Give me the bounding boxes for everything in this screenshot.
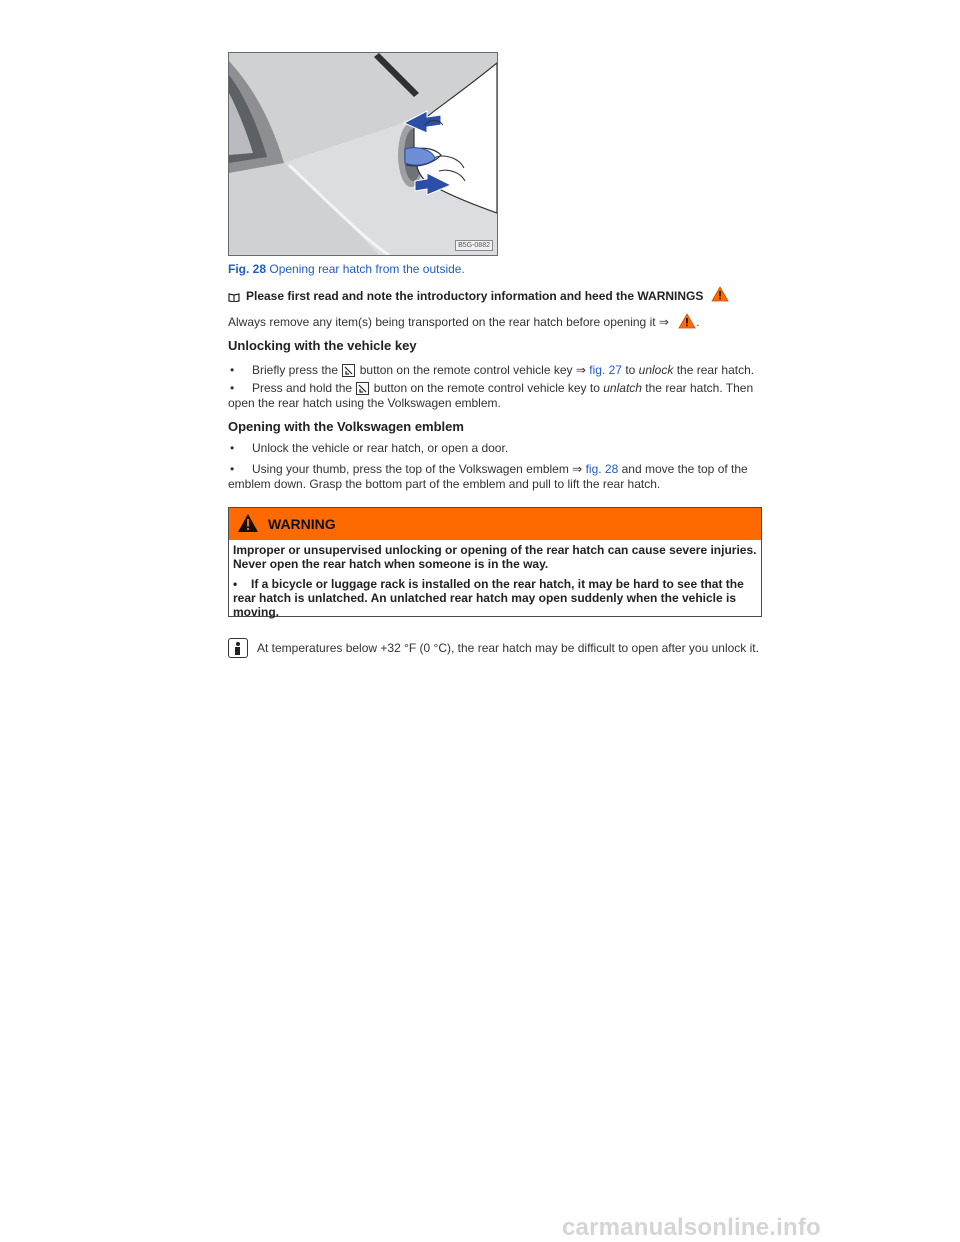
remove-items-text: Always remove any item(s) being transported on the rear hatch before opening it ⇒ [228,315,669,329]
list-item: • Unlock the vehicle or rear hatch, or open a door. [230,441,509,455]
info-icon [228,638,248,658]
warning-box [228,507,762,617]
unlock-rear-hatch-key-icon [342,364,355,377]
figure-caption-label: Fig. 28 [228,262,267,276]
warning-header [229,508,761,540]
note [228,638,759,658]
intro-line [228,286,729,305]
rear-hatch-illustration [229,53,497,255]
link-fig-28[interactable]: fig. 28 [585,462,619,476]
warning-title: WARNING [268,516,336,532]
warning-icon[interactable] [711,286,729,305]
warning-body [229,540,761,619]
intro-text: Please first read and note the introductory information and heed the WARNINGS [246,288,704,303]
list-item: • Briefly press the button on the remote control vehicle key ⇒ fig. 27 to unlock the rear hatch. [230,363,755,377]
unlock-rear-hatch-key-icon [356,382,369,395]
list-item: • Press and hold the button on the remote control vehicle key to unlatch the rear hatch. Then open the rear hatch using the Volkswagen emblem. [228,381,754,410]
heading-unlocking: Unlocking with the vehicle key [228,338,417,353]
note-text: At temperatures below +32 °F (0 °C), the rear hatch may be difficult to open after you unlock it. [257,641,759,655]
warning-paragraph: Improper or unsupervised unlocking or opening of the rear hatch can cause severe injuries. Never open the rear hatch when someone is in the way. [233,543,757,571]
link-fig-27[interactable]: fig. 27 [589,363,622,377]
book-icon [228,291,240,300]
footer-watermark: carmanualsonline.info [562,1214,821,1241]
remove-items-end: . [696,315,700,329]
figure-caption [228,262,465,276]
warning-icon[interactable] [678,313,696,333]
figure-image [228,52,498,256]
figure-id: B5G-0882 [455,240,493,251]
warning-icon [237,513,259,536]
figure-caption-text: Opening rear hatch from the outside. [269,262,465,276]
list-item: • Using your thumb, press the top of the Volkswagen emblem ⇒ fig. 28 and move the top of the emblem down. Grasp the bottom part of the emblem and pull to lift the rear hatch. [228,462,748,491]
remove-items-paragraph [228,313,700,333]
heading-emblem: Opening with the Volkswagen emblem [228,419,464,434]
warning-bullet: • If a bicycle or luggage rack is installed on the rear hatch, it may be hard to see that the rear hatch is unlatched. An unlatched rear hatch may open suddenly when the vehicle is moving. [233,577,744,619]
